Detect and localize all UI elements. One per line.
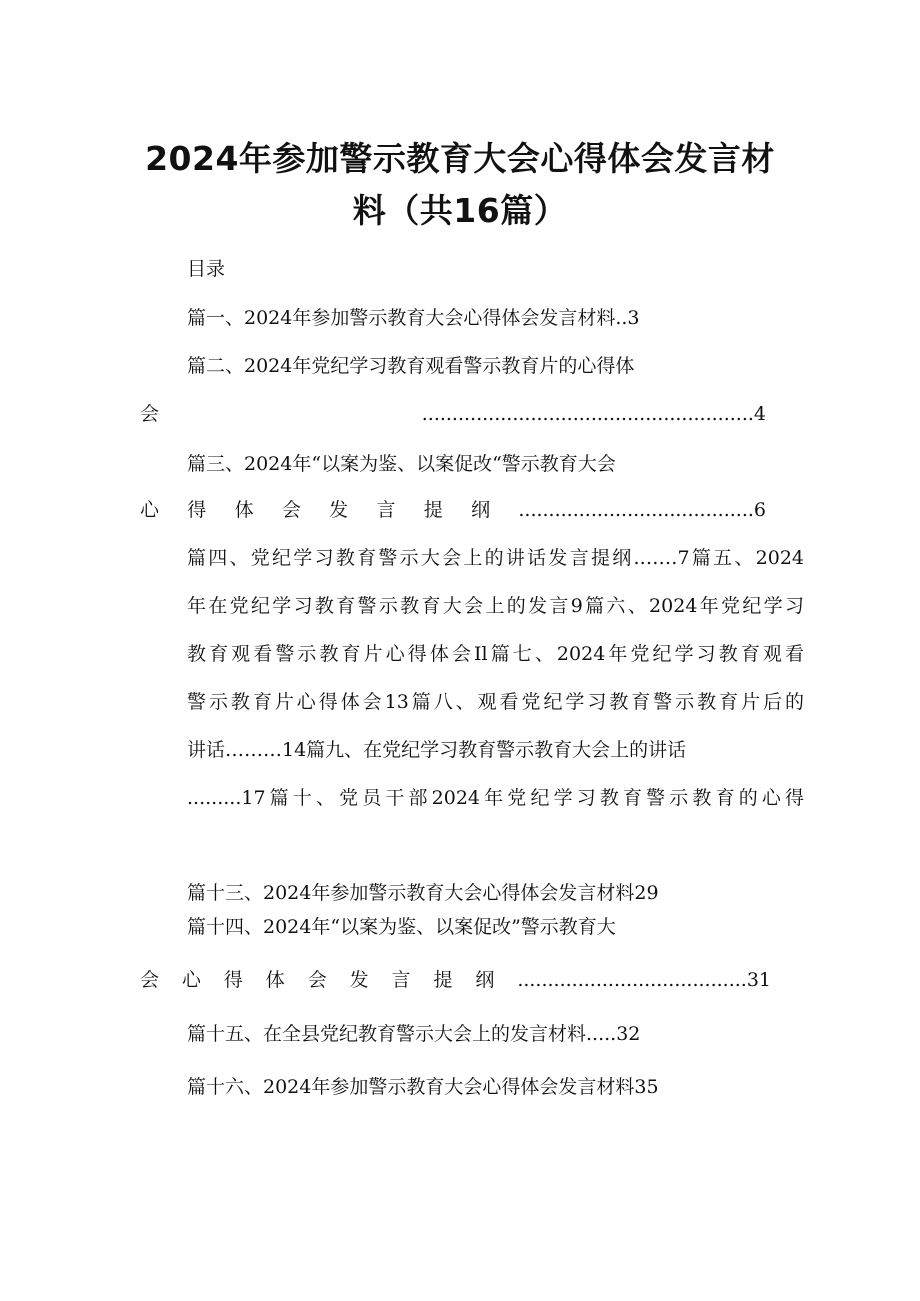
toc-entry: 篇一、2024年参加警示教育大会心得体会发言材料..3 bbox=[187, 307, 640, 329]
title-line-2: 料（共16篇） bbox=[352, 191, 568, 230]
toc-paragraph-line: 讲话………14篇九、在党纪学习教育警示教育大会上的讲话 bbox=[187, 739, 687, 761]
toc-paragraph-line: .........17篇十、党员干部2024年党纪学习教育警示教育的心得 bbox=[187, 787, 804, 809]
toc-entry: 篇二、2024年党纪学习教育观看警示教育片的心得体 bbox=[187, 355, 635, 377]
toc-heading: 目录 bbox=[187, 258, 226, 280]
toc-entry: 篇十四、2024年“以案为鉴、以案促改”警示教育大 bbox=[187, 916, 616, 938]
toc-paragraph-line: 教育观看警示教育片心得体会Il篇七、2024年党纪学习教育观看 bbox=[187, 643, 804, 665]
toc-entry-continuation: 心得体会发言提纲.......................................6 bbox=[140, 499, 766, 521]
toc-entry: 篇三、2024年“以案为鉴、以案促改“警示教育大会 bbox=[187, 453, 616, 475]
toc-entry-continuation: 会.......................................................4 bbox=[140, 403, 766, 425]
toc-paragraph-line: 年在党纪学习教育警示教育大会上的发言9篇六、2024年党纪学习 bbox=[187, 595, 804, 617]
toc-entry: 篇十六、2024年参加警示教育大会心得体会发言材料35 bbox=[187, 1076, 659, 1098]
toc-entry-continuation: 会心得体会发言提纲......................................31 bbox=[140, 969, 771, 991]
toc-entry: 篇十三、2024年参加警示教育大会心得体会发言材料29 bbox=[187, 882, 659, 904]
toc-paragraph-line: 警示教育片心得体会13篇八、观看党纪学习教育警示教育片后的 bbox=[187, 691, 804, 713]
toc-entry: 篇十五、在全县党纪教育警示大会上的发言材料.....32 bbox=[187, 1023, 641, 1045]
title-line-1: 2024年参加警示教育大会心得体会发言材 bbox=[145, 139, 775, 178]
toc-paragraph-line: 篇四、党纪学习教育警示大会上的讲话发言提纲.……7篇五、2024 bbox=[187, 547, 804, 569]
